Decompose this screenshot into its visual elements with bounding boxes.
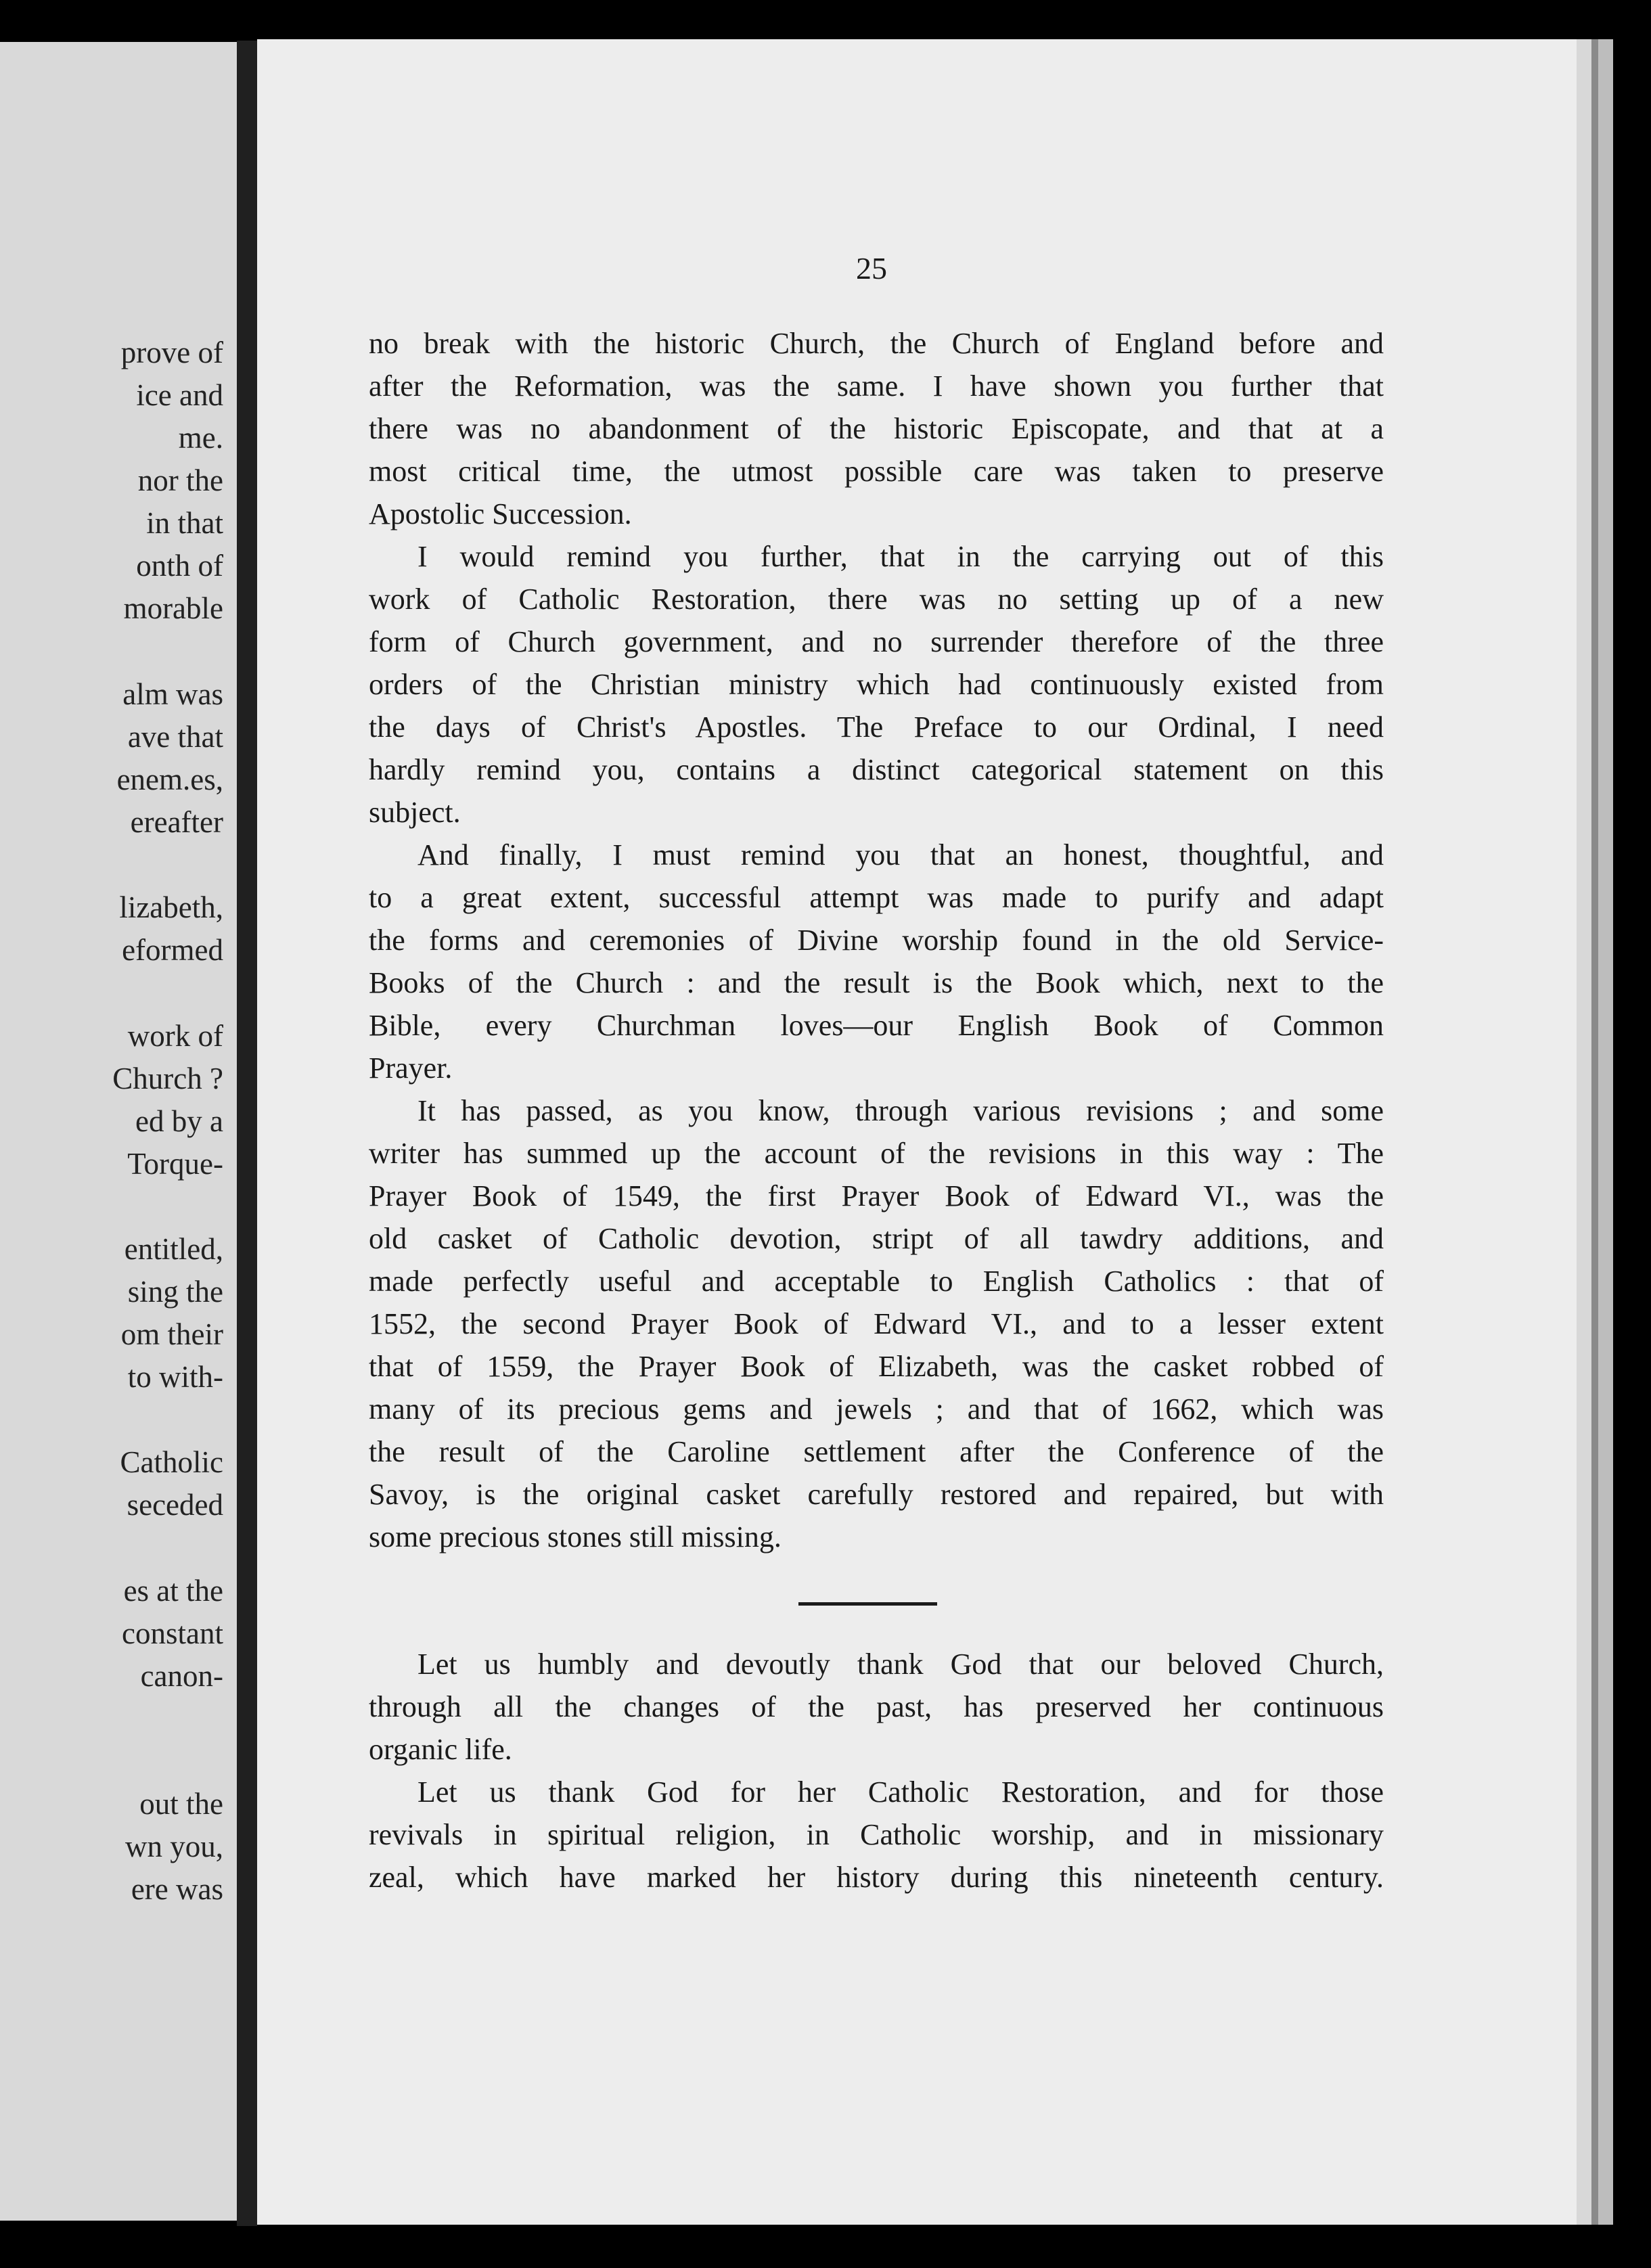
left-page-line: ice and xyxy=(136,378,223,412)
text-line: Let us thank God for her Catholic Restoration, and for those xyxy=(417,1775,1384,1809)
left-page-line: ave that xyxy=(127,720,223,754)
left-page-line: alm was xyxy=(122,677,223,711)
left-page-line: constant xyxy=(122,1616,223,1650)
text-line: Bible, every Churchman loves—our English Book of Common xyxy=(369,1009,1384,1042)
text-line: old casket of Catholic devotion, stript of all tawdry additions, and xyxy=(369,1222,1384,1255)
left-page-line: om their xyxy=(120,1317,223,1351)
text-line: writer has summed up the account of the revisions in this way : The xyxy=(369,1137,1384,1170)
section-separator-rule xyxy=(798,1602,937,1606)
text-line: I would remind you further, that in the carrying out of this xyxy=(417,540,1384,573)
text-line: made perfectly useful and acceptable to English Catholics : that of xyxy=(369,1265,1384,1298)
left-page-line: ere was xyxy=(131,1872,223,1906)
left-page-line: to with- xyxy=(127,1360,223,1394)
text-line: no break with the historic Church, the Church of England before and xyxy=(369,327,1384,360)
left-page-line: morable xyxy=(123,591,223,625)
left-page-line: canon- xyxy=(140,1659,223,1693)
text-line: the result of the Caroline settlement after the Conference of the xyxy=(369,1435,1384,1468)
page-edge xyxy=(1591,39,1598,2225)
left-page-line: prove of xyxy=(120,336,223,369)
text-line: after the Reformation, was the same. I have shown you further that xyxy=(369,369,1384,403)
left-page-line: ed by a xyxy=(135,1104,223,1138)
left-page-line: me. xyxy=(178,421,223,455)
left-page-line: out the xyxy=(139,1787,223,1821)
body-text-section-2 xyxy=(369,1643,1384,1899)
text-line: work of Catholic Restoration, there was no setting up of a new xyxy=(369,583,1384,616)
left-page-line: Torque- xyxy=(127,1147,223,1181)
text-line: subject. xyxy=(369,796,461,829)
text-line: 1552, the second Prayer Book of Edward VI., and to a lesser extent xyxy=(369,1307,1384,1340)
left-page-line: enem.es, xyxy=(116,763,223,796)
left-page-line: Church ? xyxy=(112,1062,223,1095)
left-page-line: nor the xyxy=(137,463,223,497)
page-number: 25 xyxy=(856,251,887,286)
text-line: zeal, which have marked her history during this nineteenth century. xyxy=(369,1861,1384,1894)
left-page-line: entitled, xyxy=(124,1232,223,1266)
text-line: orders of the Christian ministry which had continuously existed from xyxy=(369,668,1384,701)
left-page-line: eformed xyxy=(122,933,223,967)
text-line: some precious stones still missing. xyxy=(369,1520,782,1553)
text-line: Prayer Book of 1549, the first Prayer Book of Edward VI., was the xyxy=(369,1179,1384,1212)
text-line: Books of the Church : and the result is the Book which, next to the xyxy=(369,966,1384,999)
text-line: the forms and ceremonies of Divine worship found in the old Service- xyxy=(369,924,1384,957)
left-page-line: sing the xyxy=(127,1275,223,1309)
left-page-line: Catholic xyxy=(120,1445,223,1479)
text-line: organic life. xyxy=(369,1733,512,1766)
left-page-line: onth of xyxy=(136,549,223,583)
text-line: Let us humbly and devoutly thank God that our beloved Church, xyxy=(417,1648,1384,1681)
text-line: most critical time, the utmost possible care was taken to preserve xyxy=(369,455,1384,488)
left-page-line: ereafter xyxy=(130,805,223,839)
left-page-line: in that xyxy=(146,506,223,540)
left-page-line: wn you, xyxy=(125,1830,223,1863)
page-edge xyxy=(1577,39,1591,2225)
text-line: revivals in spiritual religion, in Catholic worship, and in missionary xyxy=(369,1818,1384,1851)
left-page-line: work of xyxy=(127,1019,223,1053)
text-line: the days of Christ's Apostles. The Preface to our Ordinal, I need xyxy=(369,710,1384,744)
left-page-line: lizabeth, xyxy=(119,890,223,924)
text-line: there was no abandonment of the historic Episcopate, and that at a xyxy=(369,412,1384,445)
text-line: Savoy, is the original casket carefully restored and repaired, but with xyxy=(369,1478,1384,1511)
text-line: It has passed, as you know, through various revisions ; and some xyxy=(417,1094,1384,1127)
text-line: many of its precious gems and jewels ; and that of 1662, which was xyxy=(369,1392,1384,1426)
text-line: through all the changes of the past, has preserved her continuous xyxy=(369,1690,1384,1723)
text-line: And finally, I must remind you that an honest, thoughtful, and xyxy=(417,838,1384,871)
left-page-line: es at the xyxy=(123,1574,223,1608)
text-line: to a great extent, successful attempt was made to purify and adapt xyxy=(369,881,1384,914)
body-text-section-1 xyxy=(369,322,1384,1558)
text-line: Apostolic Succession. xyxy=(369,497,632,530)
left-page-line: seceded xyxy=(127,1488,223,1522)
text-line: Prayer. xyxy=(369,1051,453,1085)
text-line: hardly remind you, contains a distinct categorical statement on this xyxy=(369,753,1384,786)
page-edge xyxy=(1598,39,1613,2225)
text-line: form of Church government, and no surrender therefore of the three xyxy=(369,625,1384,658)
left-page xyxy=(0,42,237,2221)
text-line: that of 1559, the Prayer Book of Elizabeth, was the casket robbed of xyxy=(369,1350,1384,1383)
book-gutter xyxy=(237,41,257,2226)
